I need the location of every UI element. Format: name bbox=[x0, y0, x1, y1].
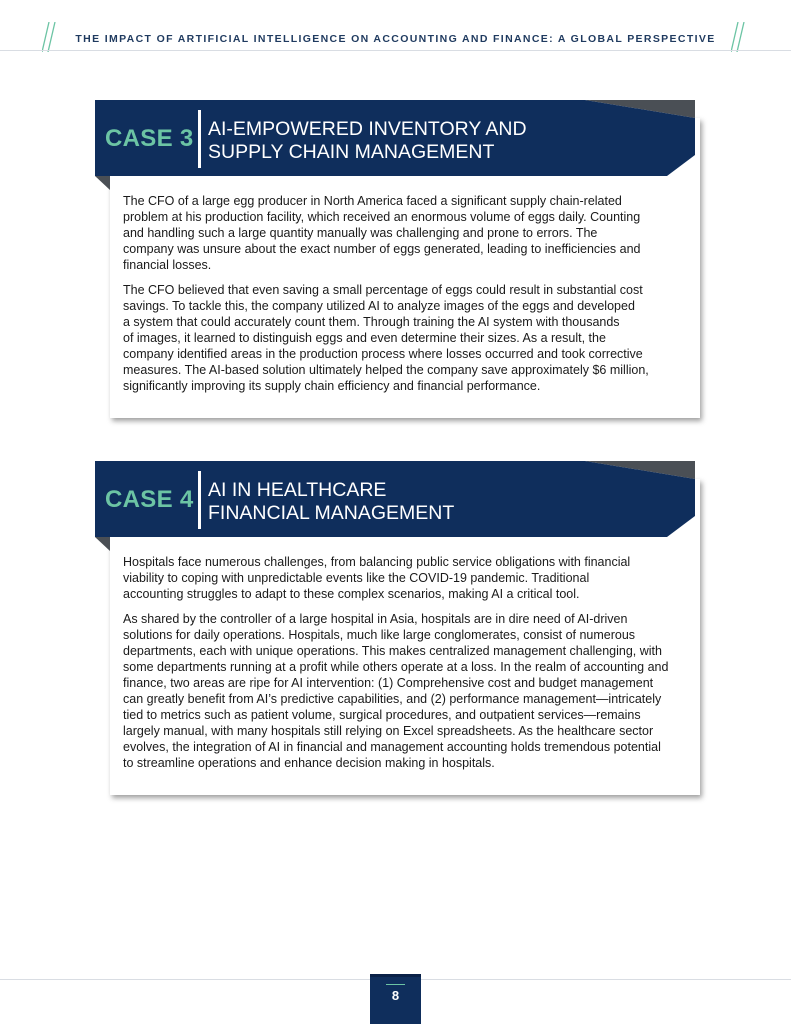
text-line: The CFO of a large egg producer in North America faced a significant supply chain-related bbox=[123, 194, 622, 208]
text-line: Hospitals face numerous challenges, from balancing public service obligations with financial bbox=[123, 555, 631, 569]
text-line: to streamline operations and enhance decision making in hospitals. bbox=[123, 756, 495, 770]
page-number-topbar bbox=[370, 974, 421, 977]
text-line: tied to metrics such as patient volume, surgical procedures, and outpatient services—remains bbox=[123, 708, 641, 722]
running-header-title: THE IMPACT OF ARTIFICIAL INTELLIGENCE ON ACCOUNTING AND FINANCE: A GLOBAL PERSPECTIVE bbox=[75, 33, 716, 45]
page-number-badge bbox=[370, 974, 421, 1024]
text-line: viability to coping with unpredictable events like the COVID-19 pandemic. Traditional bbox=[123, 571, 590, 585]
case-title-line: SUPPLY CHAIN MANAGEMENT bbox=[208, 141, 495, 163]
page-number-accent bbox=[386, 984, 405, 985]
text-line: departments, each with unique operations. This makes centralized management challenging, with bbox=[123, 644, 662, 658]
banner-divider bbox=[198, 110, 201, 168]
case-banner bbox=[95, 100, 695, 190]
case-label: CASE 4 bbox=[105, 486, 194, 513]
case-study-3 bbox=[95, 100, 700, 418]
text-line: financial losses. bbox=[123, 258, 212, 272]
paragraph bbox=[123, 282, 683, 394]
text-line: can greatly benefit from AI’s predictive capabilities, and (2) performance management—intricately bbox=[123, 692, 662, 706]
text-line: solutions for daily operations. Hospitals, much like large conglomerates, consist of numerous bbox=[123, 628, 636, 642]
banner-divider bbox=[198, 471, 201, 529]
text-line: finance, two areas are ripe for AI intervention: (1) Comprehensive cost and budget management bbox=[123, 676, 654, 690]
case-title-line: AI IN HEALTHCARE bbox=[208, 479, 387, 501]
text-line: As shared by the controller of a large hospital in Asia, hospitals are in dire need of AI-driven bbox=[123, 612, 628, 626]
case-banner bbox=[95, 461, 695, 551]
text-line: largely manual, with many hospitals still relying on Excel spreadsheets. As the healthcare sector bbox=[123, 724, 654, 738]
text-line: company identified areas in the production process where losses occurred and took corrective bbox=[123, 347, 643, 361]
text-line: and handling such a large quantity manually was challenging and prone to errors. The bbox=[123, 226, 598, 240]
case-label: CASE 3 bbox=[105, 125, 194, 152]
header-rule bbox=[0, 50, 791, 51]
running-header bbox=[0, 0, 791, 52]
text-line: some departments running at a profit while others operate at a loss. In the realm of accounting and bbox=[123, 660, 669, 674]
paragraph bbox=[123, 554, 683, 602]
text-line: significantly improving its supply chain efficiency and financial performance. bbox=[123, 379, 541, 393]
case-title-line: AI-EMPOWERED INVENTORY AND bbox=[208, 118, 527, 140]
text-line: problem at his production facility, which received an enormous volume of eggs daily. Counting bbox=[123, 210, 641, 224]
paragraph bbox=[123, 611, 683, 771]
case-title bbox=[208, 479, 454, 525]
text-line: measures. The AI-based solution ultimately helped the company save approximately $6 million, bbox=[123, 363, 649, 377]
double-slash-icon bbox=[731, 22, 745, 52]
case-body bbox=[123, 554, 683, 780]
text-line: accounting struggles to adapt to these complex scenarios, making AI a critical tool. bbox=[123, 587, 580, 601]
case-study-4 bbox=[95, 461, 700, 795]
text-line: savings. To tackle this, the company utilized AI to analyze images of the eggs and developed bbox=[123, 299, 635, 313]
text-line: of images, it learned to distinguish eggs and even determine their sizes. As a result, the bbox=[123, 331, 606, 345]
case-title bbox=[208, 118, 527, 164]
paragraph bbox=[123, 193, 683, 273]
page-number: 8 bbox=[391, 988, 400, 1003]
case-title-line: FINANCIAL MANAGEMENT bbox=[208, 502, 455, 524]
case-body bbox=[123, 193, 683, 403]
text-line: The CFO believed that even saving a small percentage of eggs could result in substantial cost bbox=[123, 283, 643, 297]
text-line: a system that could accurately count them. Through training the AI system with thousands bbox=[123, 315, 620, 329]
text-line: company was unsure about the exact number of eggs generated, leading to inefficiencies and bbox=[123, 242, 641, 256]
text-line: evolves, the integration of AI in financial and management accounting holds tremendous potential bbox=[123, 740, 661, 754]
